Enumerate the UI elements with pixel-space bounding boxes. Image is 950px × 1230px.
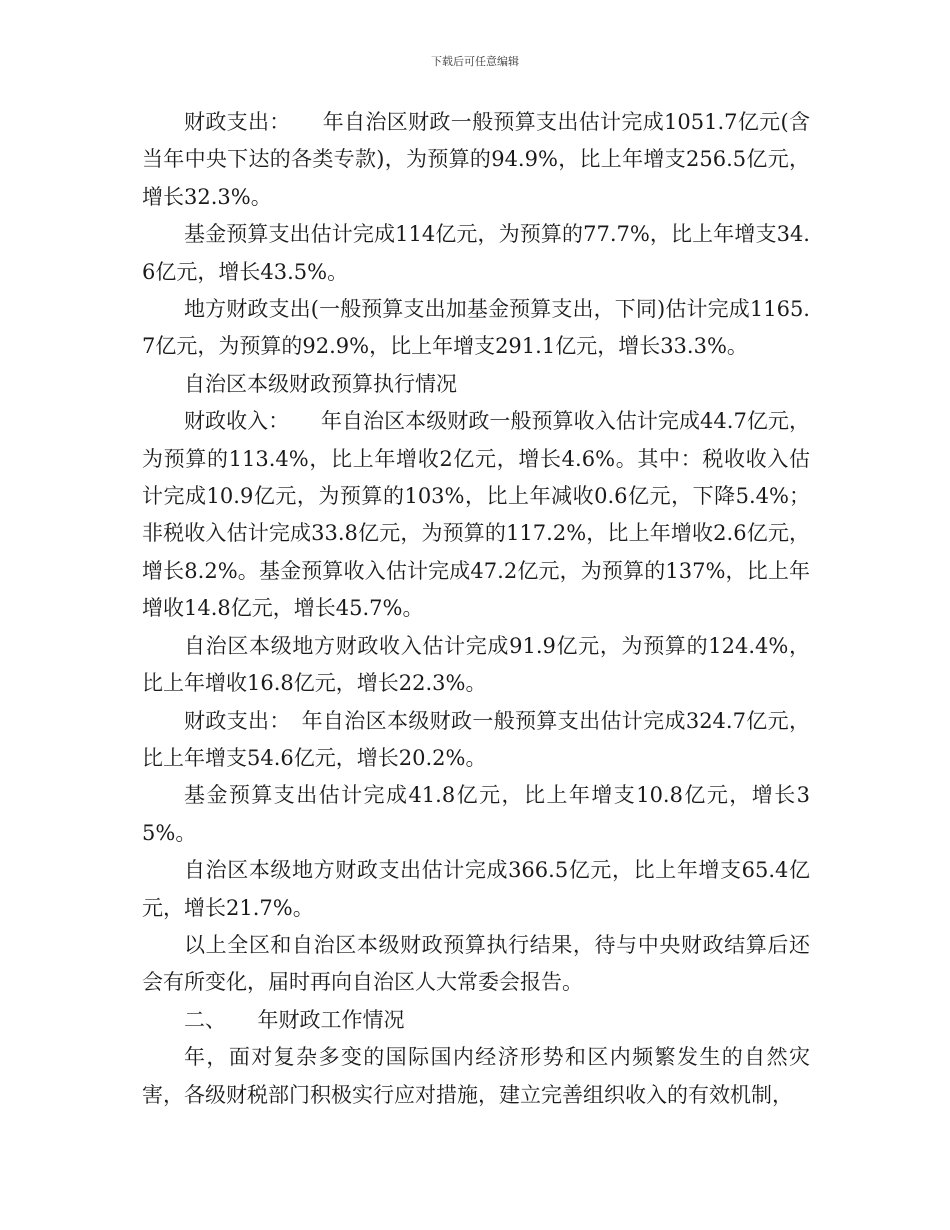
paragraph-regional-local-expenditure: 自治区本级地方财政支出估计完成366.5亿元，比上年增支65.4亿元，增长21.7%。 — [142, 858, 810, 920]
paragraph-regional-expenditure: 财政支出： 年自治区本级财政一般预算支出估计完成324.7亿元，比上年增支54.6亿元，增长20.2%。 — [142, 708, 810, 770]
paragraph-general-expenditure: 财政支出： 年自治区财政一般预算支出估计完成1051.7亿元(含当年中央下达的各类专款)，为预算的94.9%，比上年增支256.5亿元，增长32.3%。 — [142, 110, 810, 209]
section-heading-regional-budget: 自治区本级财政预算执行情况 — [184, 371, 457, 396]
paragraph-fund-expenditure: 基金预算支出估计完成114亿元，为预算的77.7%，比上年增支34.6亿元，增长43.5%。 — [142, 222, 810, 284]
paragraph-local-expenditure: 地方财政支出(一般预算支出加基金预算支出，下同)估计完成1165.7亿元，为预算的92.9%，比上年增支291.1亿元，增长33.3%。 — [142, 297, 810, 359]
paragraph-regional-revenue: 财政收入： 年自治区本级财政一般预算收入估计完成44.7亿元，为预算的113.4%，比上年增收2亿元，增长4.6%。其中：税收收入估计完成10.9亿元，为预算的103%，比上年减收0.6亿元，下降5.4%；非税收入估计完成33.8亿元，为预算的117.2%，比上年增收2.6亿元，增长8.2%。基金预算收入估计完成47.2亿元，为预算的137%，比上年增收14.8亿元，增长45.7%。 — [142, 409, 810, 621]
paragraph-regional-local-revenue: 自治区本级地方财政收入估计完成91.9亿元，为预算的124.4%，比上年增收16.8亿元，增长22.3%。 — [142, 633, 810, 696]
paragraph-settlement-note: 以上全区和自治区本级财政预算执行结果，待与中央财政结算后还会有所变化，届时再向自治区人大常委会报告。 — [142, 932, 810, 995]
section-heading-fiscal-work: 二、 年财政工作情况 — [184, 1007, 405, 1032]
document-body — [142, 104, 810, 1114]
paragraph-regional-fund-expenditure: 基金预算支出估计完成41.8亿元，比上年增支10.8亿元，增长35%。 — [142, 783, 810, 845]
page-header: 下载后可任意编辑 — [431, 55, 519, 68]
paragraph-fiscal-work-intro: 年，面对复杂多变的国际国内经济形势和区内频繁发生的自然灾害，各级财税部门积极实行应对措施，建立完善组织收入的有效机制， — [142, 1045, 810, 1107]
